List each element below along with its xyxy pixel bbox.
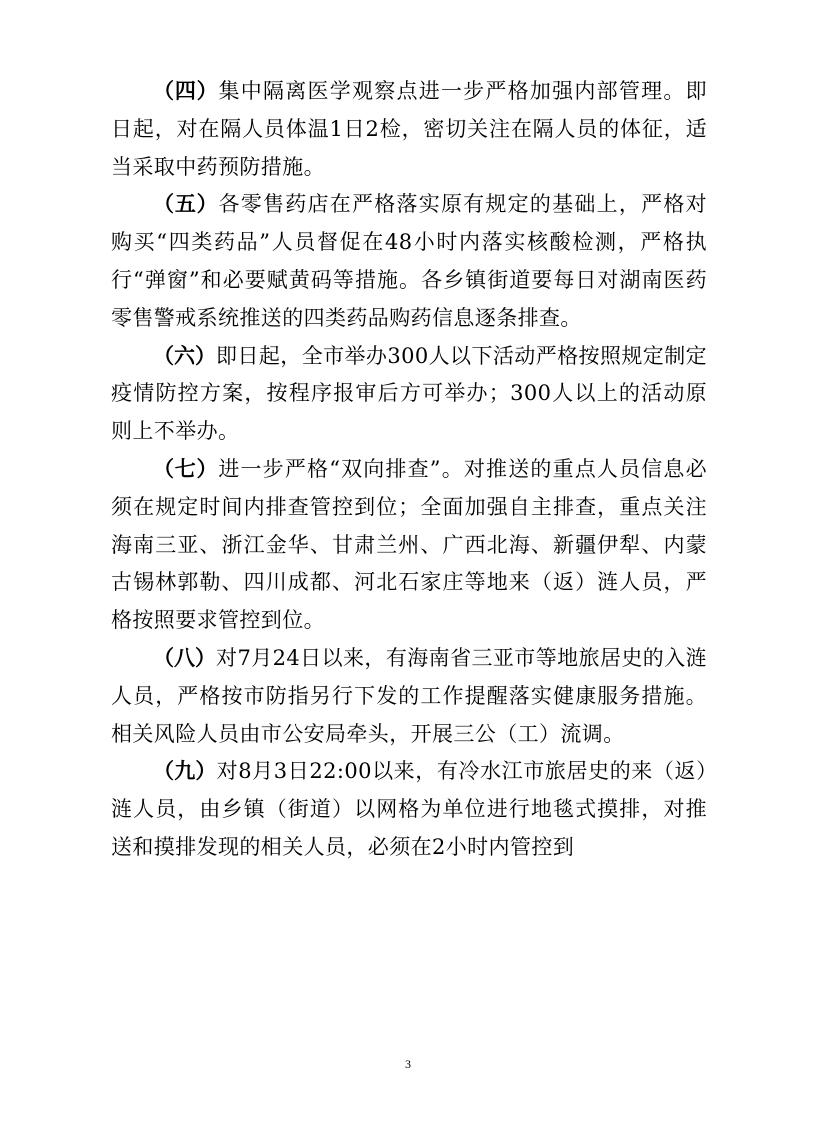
paragraph-number: （六）: [153, 343, 217, 368]
paragraph-text: 即日起，全市举办300人以下活动严格按照规定制定疫情防控方案，按程序报审后方可举办；300人以上的活动原则上不举办。: [111, 343, 708, 444]
paragraph-8: [111, 640, 707, 753]
paragraph-text: 各零售药店在严格落实原有规定的基础上，严格对购买“四类药品”人员督促在48小时内落实核酸检测，严格执行“弹窗”和必要赋黄码等措施。各乡镇街道要每日对湖南医药零售警戒系统推送的四类药品购药信息逐条排查。: [111, 192, 707, 330]
paragraph-number: （七）: [153, 456, 219, 481]
paragraph-9: [111, 753, 707, 866]
paragraph-7: [111, 451, 707, 640]
paragraph-4: [111, 73, 707, 186]
paragraph-text: 对7月24日以来，有海南省三亚市等地旅居史的入涟人员，严格按市防指另行下发的工作提醒落实健康服务措施。相关风险人员由市公安局牵头，开展三公（工）流调。: [111, 645, 708, 746]
paragraph-number: （九）: [153, 759, 217, 784]
paragraph-number: （八）: [153, 645, 217, 670]
paragraph-5: [111, 186, 707, 337]
paragraph-number: （四）: [153, 79, 219, 103]
paragraph-text: 进一步严格“双向排查”。对推送的重点人员信息必须在规定时间内排查管控到位；全面加强自主排查，重点关注海南三亚、浙江金华、甘肃兰州、广西北海、新疆伊犁、内蒙古锡林郭勒、四川成都、河北石家庄等地来（返）涟人员，严格按照要求管控到位。: [111, 456, 708, 633]
paragraph-6: [111, 338, 707, 451]
paragraph-text: 对8月3日22:00以来，有冷水江市旅居史的来（返）涟人员，由乡镇（街道）以网格为单位进行地毯式摸排，对推送和摸排发现的相关人员，必须在2小时内管控到: [111, 759, 707, 859]
document-body: [111, 73, 707, 867]
paragraph-number: （五）: [153, 192, 219, 217]
page-number: 3: [405, 1057, 411, 1071]
paragraph-text: 集中隔离医学观察点进一步严格加强内部管理。即日起，对在隔人员体温1日2检，密切关注在隔人员的体征，适当采取中药预防措施。: [111, 79, 707, 179]
